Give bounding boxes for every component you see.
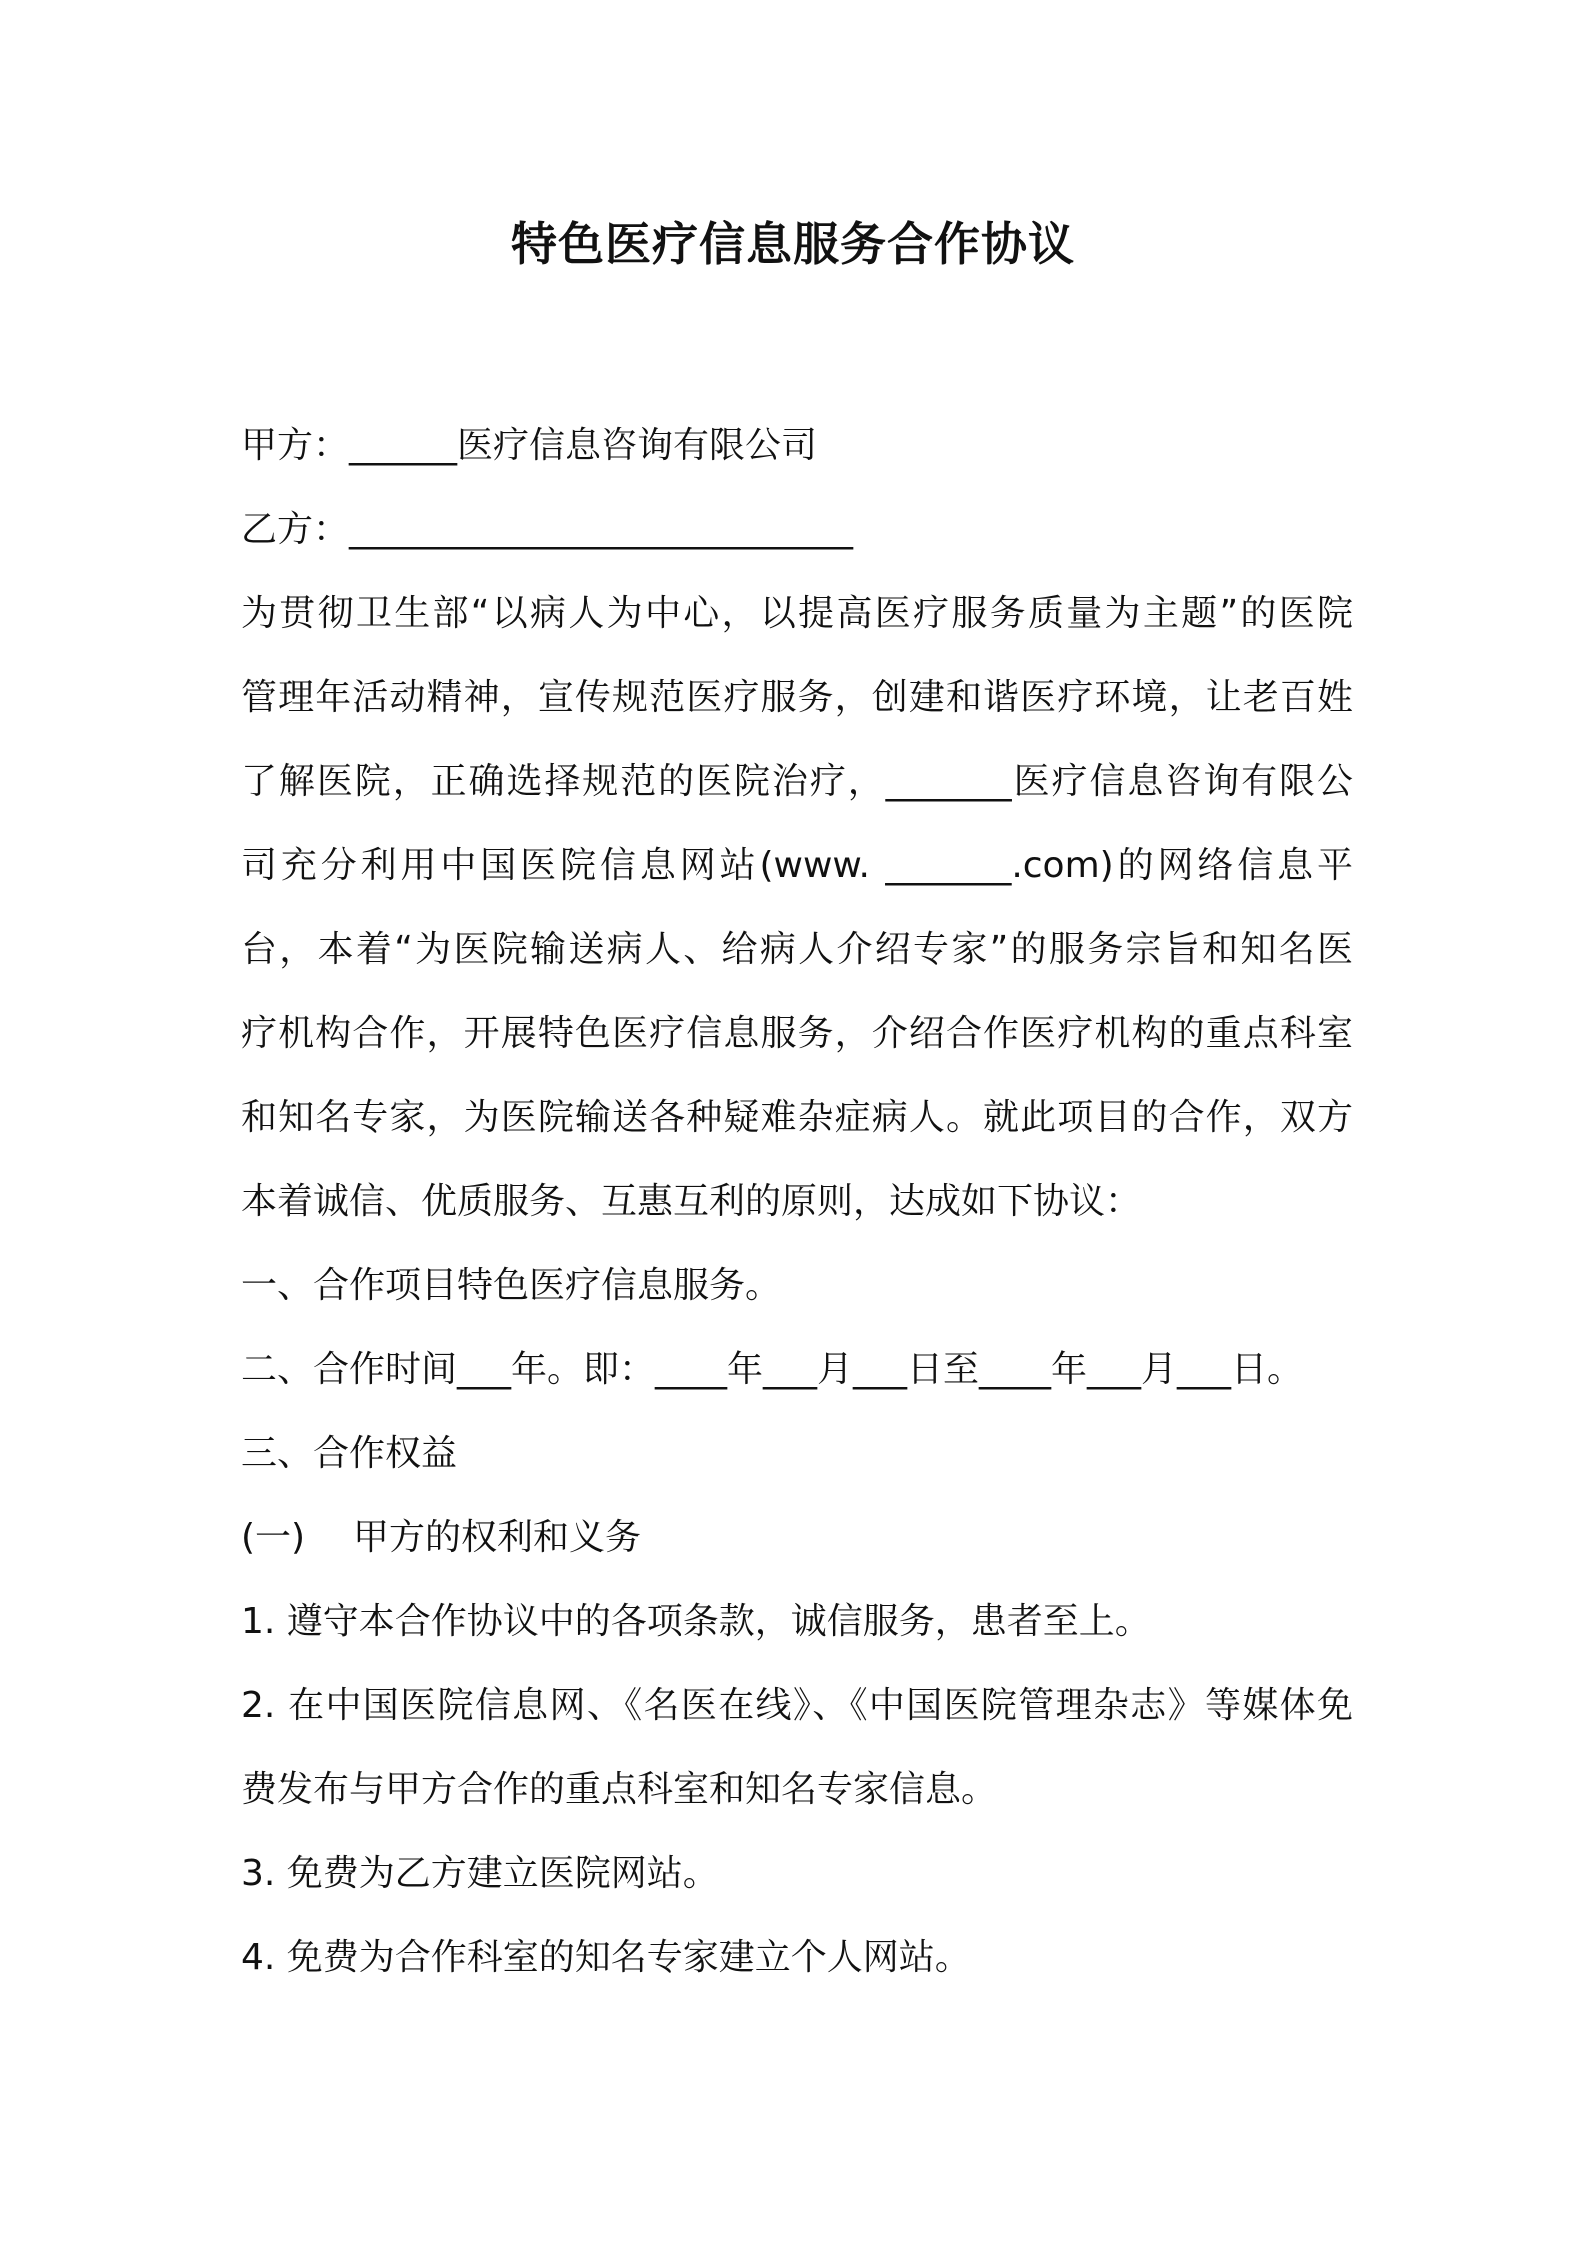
- item-2-line-1: 2. 在中国医院信息网、《名医在线》、《中国医院管理杂志》等媒体免: [241, 1685, 1353, 1726]
- subsection-label: (一): [241, 1517, 306, 1558]
- intro-line-2: 管理年活动精神，宣传规范医疗服务，创建和谐医疗环境，让老百姓: [241, 677, 1353, 718]
- subsection-heading: [241, 1496, 1361, 1580]
- document-body: [241, 404, 1361, 2000]
- section-3: 三、合作权益: [241, 1433, 458, 1474]
- subsection-title: 甲方的权利和义务: [353, 1517, 642, 1558]
- item-2-line-2: 费发布与甲方合作的重点科室和知名专家信息。: [241, 1769, 998, 1810]
- intro-line-3: 了解医院，正确选择规范的医院治疗，_______医疗信息咨询有限公: [241, 761, 1353, 802]
- document-title: 特色医疗信息服务合作协议: [511, 217, 1075, 271]
- party-b-line: 乙方：____________________________: [241, 509, 854, 550]
- intro-line-5: 台，本着“为医院输送病人、给病人介绍专家”的服务宗旨和知名医: [241, 929, 1353, 970]
- intro-line-8: 本着诚信、优质服务、互惠互利的原则，达成如下协议：: [241, 1181, 1142, 1222]
- party-a-line: 甲方：______医疗信息咨询有限公司: [241, 425, 818, 466]
- item-4: 4. 免费为合作科室的知名专家建立个人网站。: [241, 1937, 971, 1978]
- intro-line-7: 和知名专家，为医院输送各种疑难杂症病人。就此项目的合作，双方: [241, 1097, 1353, 1138]
- section-1: 一、合作项目特色医疗信息服务。: [241, 1265, 782, 1306]
- item-1: 1. 遵守本合作协议中的各项条款，诚信服务，患者至上。: [241, 1601, 1151, 1642]
- section-2: 二、合作时间___年。即：____年___月___日至____年___月___日。: [241, 1349, 1304, 1390]
- item-3: 3. 免费为乙方建立医院网站。: [241, 1853, 719, 1894]
- intro-line-1: 为贯彻卫生部“以病人为中心，以提高医疗服务质量为主题”的医院: [241, 593, 1353, 634]
- intro-line-4: 司充分利用中国医院信息网站(www. _______.com)的网络信息平: [241, 845, 1353, 886]
- intro-line-6: 疗机构合作，开展特色医疗信息服务，介绍合作医疗机构的重点科室: [241, 1013, 1353, 1054]
